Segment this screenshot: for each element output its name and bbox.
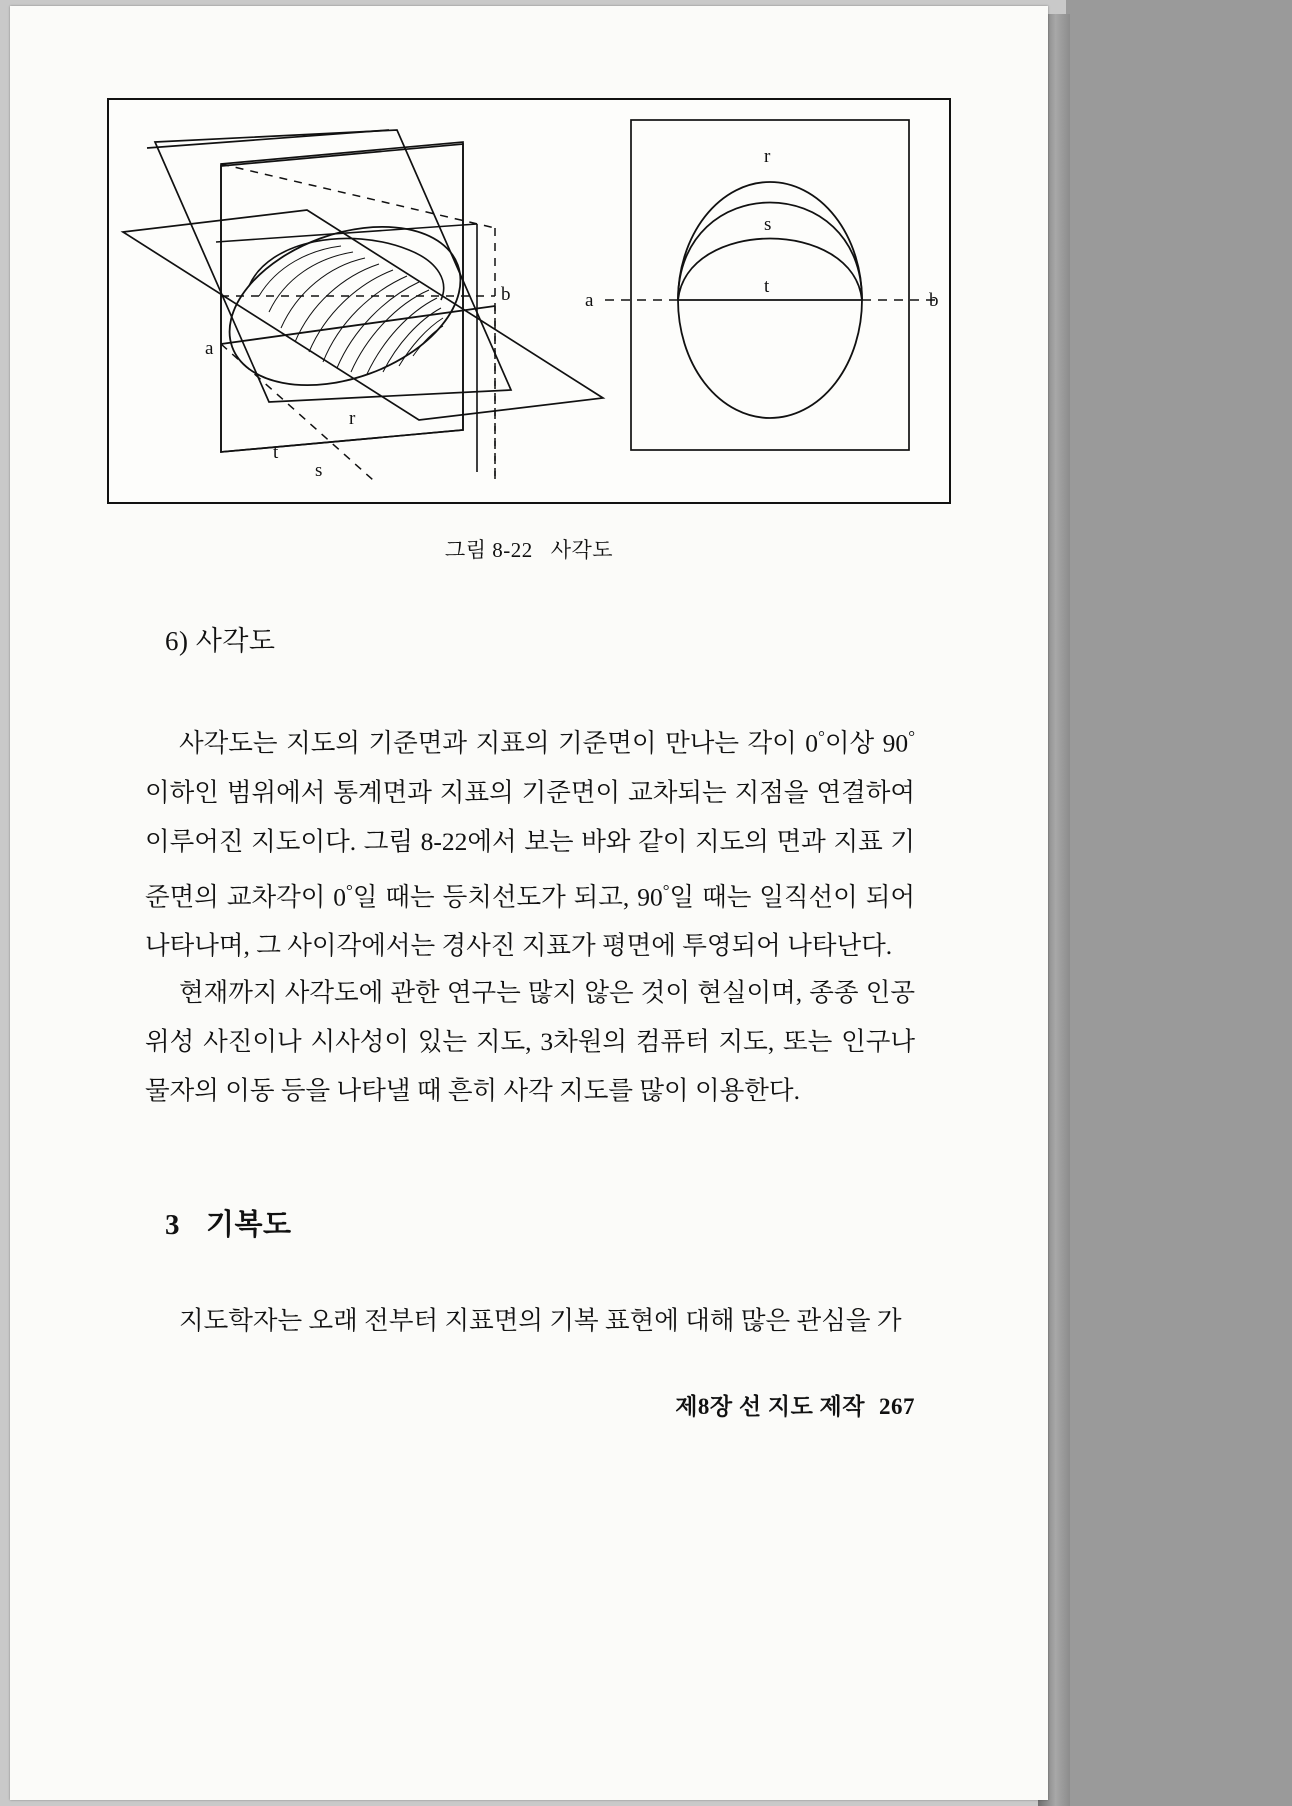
label-a-left: a [205, 338, 214, 359]
degree-symbol-3: ° [346, 880, 353, 900]
major-section-heading [165, 1202, 292, 1243]
label-t-right: t [764, 276, 770, 297]
label-b-right: b [929, 290, 939, 311]
major-section-title: 기복도 [206, 1209, 292, 1241]
major-section-number: 3 [165, 1209, 180, 1241]
footer-chapter: 제8장 선 지도 제작 [675, 1394, 865, 1419]
paragraph-2 [145, 968, 915, 1115]
paragraph-2-text: 현재까지 사각도에 관한 연구는 많지 않은 것이 현실이며, 종종 인공 위성 사진이나 시사성이 있는 지도, 3차원의 컴퓨터 지도, 또는 인구나 물자의 이동 등을 나타낼 때 흔히 사각 지도를 많이 이용한다. [145, 978, 915, 1105]
label-t-left: t [273, 442, 279, 463]
page-footer [10, 1388, 915, 1421]
subsection-number: 6) [165, 626, 189, 656]
label-r-left: r [349, 408, 356, 429]
label-a-right: a [585, 290, 594, 311]
degree-symbol-2: ° [908, 727, 915, 746]
label-r-right: r [764, 146, 771, 167]
subsection-heading [165, 619, 276, 658]
paragraph-1 [145, 712, 915, 970]
degree-symbol-1: ° [818, 727, 825, 746]
footer-page-number: 267 [879, 1394, 915, 1419]
paragraph-1-part-a: 사각도는 지도의 기준면과 지표의 기준면이 만나는 각이 0 [179, 728, 819, 758]
paragraph-1-part-c: 이하인 범위에서 통계면과 지표의 기준면이 교차되는 지점을 연결하여 이루어진 지도이다. 그림 8-22에서 보는 바와 같이 지도의 면과 지표 기준면의 교차각이 0 [145, 777, 915, 911]
paragraph-1-part-d: 일 때는 등치선도가 되고, 90 [352, 882, 663, 911]
label-s-right: s [764, 214, 772, 235]
document-page [10, 6, 1048, 1800]
paragraph-1-part-e: 일 때는 일직선이 되어 나타나며, 그 사이각에서는 경사진 지표가 평면에 투영되어 나타난다. [145, 882, 915, 960]
label-b-left: b [501, 284, 511, 305]
page-content [10, 6, 1048, 1800]
paragraph-3-text: 지도학자는 오래 전부터 지표면의 기복 표현에 대해 많은 관심을 가 [179, 1306, 902, 1335]
degree-symbol-4: ° [662, 880, 670, 900]
subsection-title: 사각도 [195, 626, 276, 656]
figure-caption-title: 사각도 [550, 538, 614, 562]
figure-caption-label: 그림 8-22 [444, 538, 533, 562]
paragraph-3 [145, 1296, 915, 1345]
label-s-left: s [315, 460, 323, 481]
paragraph-1-part-b: 이상 90 [824, 728, 909, 758]
